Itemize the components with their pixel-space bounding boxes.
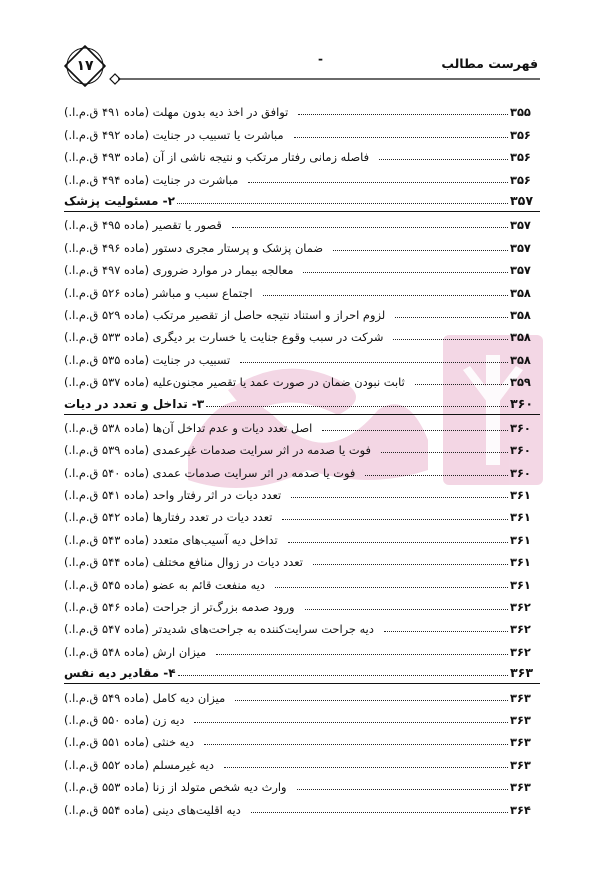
toc-section-heading[interactable] (64, 190, 540, 213)
toc-entry-title: میزان ارش (ماده ۵۴۸ ق.م.ا.) (64, 644, 207, 659)
dot-leader (204, 744, 508, 745)
toc-entry[interactable] (64, 280, 540, 302)
dot-leader (248, 182, 508, 183)
dot-leader (275, 587, 508, 588)
toc-entry[interactable] (64, 347, 540, 369)
dot-leader (305, 609, 508, 610)
dot-leader (235, 700, 508, 701)
dot-leader (313, 564, 508, 565)
toc-page-number: ۳۶۳ (510, 757, 531, 772)
toc-entry[interactable] (64, 100, 540, 122)
toc-entry-title: قصور یا تقصیر (ماده ۴۹۵ ق.م.ا.) (64, 218, 222, 233)
toc-page-number: ۳۶۱ (510, 488, 531, 503)
toc-page-number: ۳۶۳ (510, 780, 531, 795)
toc-entry[interactable] (64, 167, 540, 189)
dot-leader (381, 452, 508, 453)
toc-entry-title: لزوم احراز و استناد نتیجه حاصل از تقصیر مرتکب (ماده ۵۲۹ ق.م.ا.) (64, 307, 386, 322)
toc-entry[interactable] (64, 505, 540, 527)
toc-entry-title: ورود صدمه بزرگ‌تر از جراحت (ماده ۵۴۶ ق.م.ا.) (64, 599, 295, 614)
toc-page-number: ۳۶۳ (510, 665, 534, 681)
dot-leader (294, 137, 508, 138)
header-mark: - (318, 52, 323, 66)
dot-leader (224, 767, 508, 768)
dot-leader (333, 250, 508, 251)
dot-leader (415, 384, 508, 385)
toc-entry-title: شرکت در سبب وقوع جنایت یا خسارت بر دیگری (ماده ۵۳۳ ق.م.ا.) (64, 330, 384, 345)
toc-entry-title: اجتماع سبب و مباشر (ماده ۵۲۶ ق.م.ا.) (64, 285, 253, 300)
toc-entry[interactable] (64, 685, 540, 707)
toc-page-number: ۳۵۷ (510, 240, 531, 255)
dot-leader (322, 430, 508, 431)
toc-page-number: ۳۶۰ (510, 465, 531, 480)
page-number: ۱۷ (76, 58, 94, 74)
toc-entry[interactable] (64, 708, 540, 730)
dot-leader (240, 362, 508, 363)
toc-page-number: ۳۶۱ (510, 510, 531, 525)
toc-entry-title: مباشرت یا تسبیب در جنایت (ماده ۴۹۲ ق.م.ا.) (64, 127, 284, 142)
toc-entry[interactable] (64, 122, 540, 144)
dot-leader (177, 203, 508, 204)
toc-page-number: ۳۶۱ (510, 577, 531, 592)
dot-leader (232, 227, 508, 228)
toc-entry-title: تعدد دیات در زوال منافع مختلف (ماده ۵۴۴ ق.م.ا.) (64, 555, 303, 570)
header-rule (108, 70, 540, 90)
toc-entry[interactable] (64, 438, 540, 460)
toc-entry-title: دیه اقلیت‌های دینی (ماده ۵۵۴ ق.م.ا.) (64, 802, 241, 817)
toc-entry[interactable] (64, 797, 540, 819)
toc-entry-title: تعدد دیات در اثر رفتار واحد (ماده ۵۴۱ ق.م.ا.) (64, 488, 282, 503)
toc-page-number: ۳۶۱ (510, 555, 531, 570)
toc-entry[interactable] (64, 639, 540, 661)
toc-entry-title: میزان دیه کامل (ماده ۵۴۹ ق.م.ا.) (64, 690, 226, 705)
toc-page-number: ۳۶۲ (510, 599, 531, 614)
toc-page-number: ۳۵۷ (510, 193, 534, 209)
toc-entry-title: دیه غیرمسلم (ماده ۵۵۲ ق.م.ا.) (64, 757, 214, 772)
toc-page-number: ۳۶۴ (510, 802, 531, 817)
dot-leader (206, 406, 508, 407)
toc-entry-title: ۳- تداخل و تعدد در دیات (64, 396, 205, 411)
toc-page-number: ۳۵۷ (510, 263, 531, 278)
toc-entry-title: وارث دیه شخص متولد از زنا (ماده ۵۵۳ ق.م.ا.) (64, 780, 287, 795)
toc-page-number: ۳۵۸ (510, 352, 531, 367)
page-number-badge (63, 44, 107, 88)
toc-entry-title: فوت یا صدمه در اثر سرایت صدمات غیرعمدی (ماده ۵۳۹ ق.م.ا.) (64, 443, 371, 458)
toc-page-number: ۳۵۶ (510, 172, 531, 187)
toc-entry[interactable] (64, 483, 540, 505)
toc-page-number: ۳۵۶ (510, 127, 531, 142)
dot-leader (365, 475, 508, 476)
dot-leader (393, 339, 508, 340)
toc-entry-title: ۴- مقادیر دیه نفس (64, 666, 176, 681)
dot-leader (251, 812, 508, 813)
toc-page-number: ۳۶۰ (510, 395, 534, 411)
toc-page-number: ۳۶۰ (510, 420, 531, 435)
dot-leader (263, 295, 508, 296)
toc-entry-title: فوت یا صدمه در اثر سرایت صدمات عمدی (ماده ۵۴۰ ق.م.ا.) (64, 465, 356, 480)
toc-entry-title: معالجه بیمار در موارد ضروری (ماده ۴۹۷ ق.م.ا.) (64, 263, 294, 278)
toc-entry[interactable] (64, 303, 540, 325)
toc-entry-title: دیه خنثی (ماده ۵۵۱ ق.م.ا.) (64, 735, 195, 750)
toc-entry[interactable] (64, 235, 540, 257)
toc-page-number: ۳۶۳ (510, 690, 531, 705)
dot-leader (178, 675, 508, 676)
toc-entry-title: توافق در اخذ دیه بدون مهلت (ماده ۴۹۱ ق.م.ا.) (64, 105, 289, 120)
toc-entry[interactable] (64, 325, 540, 347)
dot-leader (291, 497, 508, 498)
toc-entry[interactable] (64, 775, 540, 797)
toc-entry[interactable] (64, 145, 540, 167)
toc-page-number: ۳۵۸ (510, 330, 531, 345)
toc-page-number: ۳۵۶ (510, 150, 531, 165)
dot-leader (297, 789, 508, 790)
dot-leader (216, 654, 508, 655)
toc-page-number: ۳۶۲ (510, 622, 531, 637)
toc-entry[interactable] (64, 213, 540, 235)
toc-page-number: ۳۵۹ (510, 375, 531, 390)
toc-page-number: ۳۶۰ (510, 443, 531, 458)
dot-leader (379, 159, 508, 160)
dot-leader (395, 317, 508, 318)
dot-leader (384, 631, 508, 632)
table-of-contents (64, 100, 540, 820)
toc-entry[interactable] (64, 258, 540, 280)
toc-entry[interactable] (64, 527, 540, 549)
dot-leader (303, 272, 508, 273)
toc-entry-title: مباشرت در جنایت (ماده ۴۹۴ ق.م.ا.) (64, 172, 239, 187)
dot-leader (282, 519, 508, 520)
toc-page-number: ۳۶۱ (510, 532, 531, 547)
toc-page-number: ۳۵۷ (510, 218, 531, 233)
toc-entry[interactable] (64, 730, 540, 752)
toc-page-number: ۳۵۸ (510, 285, 531, 300)
toc-entry[interactable] (64, 572, 540, 594)
toc-entry[interactable] (64, 550, 540, 572)
toc-section-heading[interactable] (64, 392, 540, 415)
toc-entry[interactable] (64, 415, 540, 437)
toc-entry-title: اصل تعدد دیات و عدم تداخل آن‌ها (ماده ۵۳۸ ق.م.ا.) (64, 420, 313, 435)
toc-entry-title: ۲- مسئولیت پزشک (64, 194, 175, 209)
toc-entry[interactable] (64, 752, 540, 774)
dot-leader (288, 542, 508, 543)
toc-entry-title: فاصله زمانی رفتار مرتکب و نتیجه ناشی از آن (ماده ۴۹۳ ق.م.ا.) (64, 150, 370, 165)
dot-leader (194, 722, 508, 723)
toc-page-number: ۳۶۳ (510, 712, 531, 727)
toc-entry-title: دیه جراحت سرایت‌کننده به جراحت‌های شدیدتر (ماده ۵۴۷ ق.م.ا.) (64, 622, 374, 637)
toc-entry-title: تعدد دیات در تعدد رفتارها (ماده ۵۴۲ ق.م.ا.) (64, 510, 273, 525)
toc-page-number: ۳۶۳ (510, 735, 531, 750)
toc-page-number: ۳۵۸ (510, 307, 531, 322)
toc-page-number: ۳۶۲ (510, 644, 531, 659)
toc-entry-title: ضمان پزشک و پرستار مجری دستور (ماده ۴۹۶ ق.م.ا.) (64, 240, 324, 255)
toc-section-heading[interactable] (64, 662, 540, 685)
dot-leader (298, 114, 508, 115)
toc-entry[interactable] (64, 617, 540, 639)
toc-entry[interactable] (64, 370, 540, 392)
header-title: فهرست مطالب (441, 56, 538, 71)
toc-entry-title: تداخل دیه آسیب‌های متعدد (ماده ۵۴۳ ق.م.ا.) (64, 532, 278, 547)
toc-entry-title: ثابت نبودن ضمان در صورت عمد یا تقصیر مجنون‌علیه (ماده ۵۳۷ ق.م.ا.) (64, 375, 405, 390)
toc-entry[interactable] (64, 595, 540, 617)
toc-entry-title: تسبیب در جنایت (ماده ۵۳۵ ق.م.ا.) (64, 352, 231, 367)
toc-entry[interactable] (64, 460, 540, 482)
toc-entry-title: دیه زن (ماده ۵۵۰ ق.م.ا.) (64, 712, 185, 727)
toc-entry-title: دیه منفعت قائم به عضو (ماده ۵۴۵ ق.م.ا.) (64, 577, 265, 592)
toc-page-number: ۳۵۵ (510, 105, 531, 120)
